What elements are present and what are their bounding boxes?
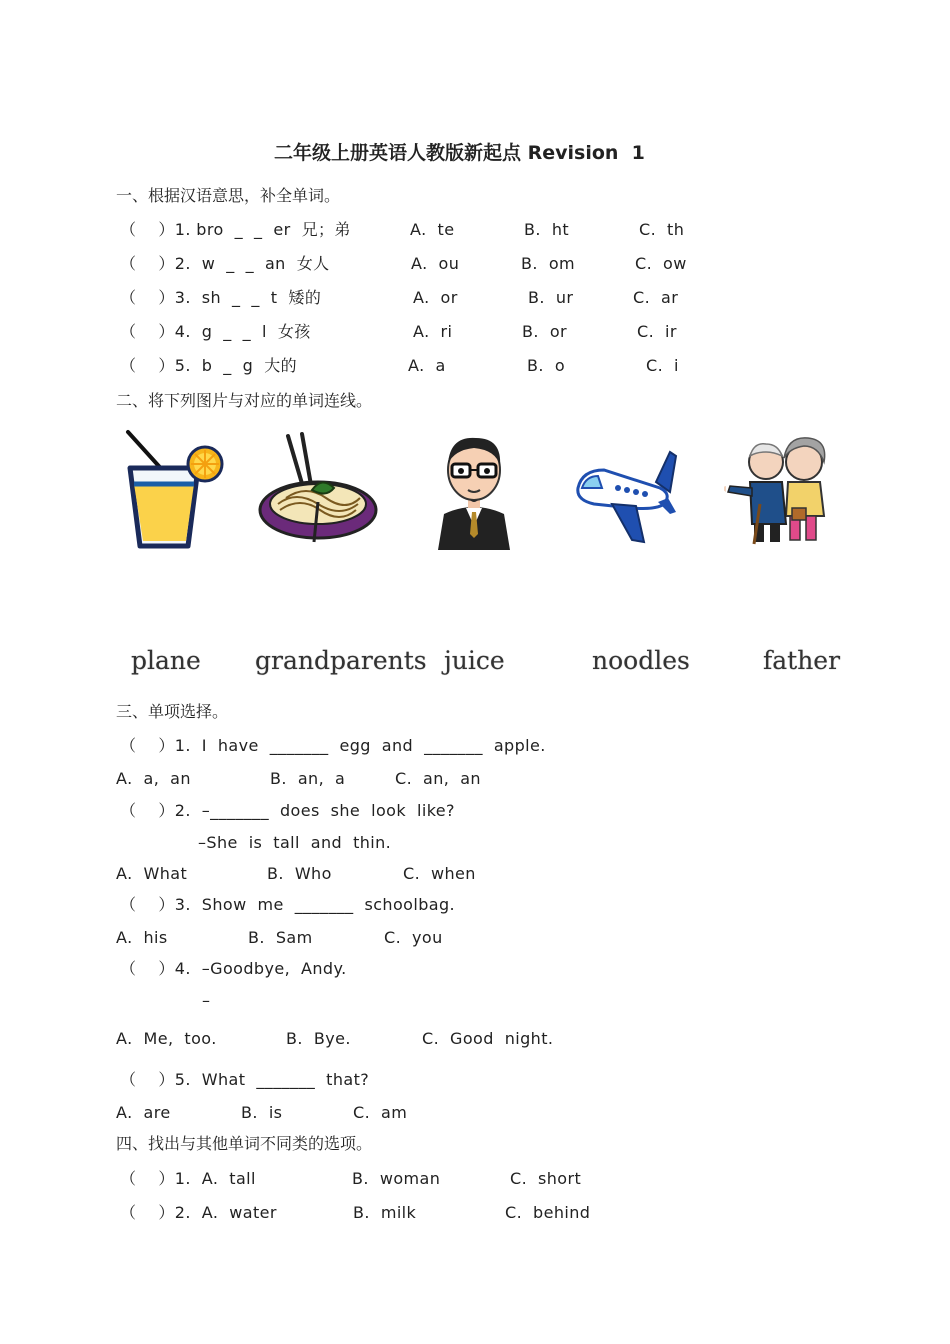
- juice-glass-picture: [118, 428, 226, 552]
- option-a: A. are: [116, 1103, 171, 1122]
- option-b: B. o: [527, 356, 566, 375]
- option-b: B. milk: [353, 1203, 417, 1222]
- option-b: B. Bye.: [286, 1029, 351, 1048]
- option-c: C. short: [510, 1169, 582, 1188]
- section-1-heading: 一、根据汉语意思，补全单词。: [116, 186, 341, 205]
- option-c: C. an, an: [395, 769, 481, 788]
- option-a: A. or: [413, 288, 458, 307]
- question-text: （ ）1. bro _ _ er 兄；弟: [120, 220, 351, 239]
- match-word: noodles: [592, 646, 690, 675]
- match-word: grandparents: [255, 646, 427, 675]
- option-b: B. om: [521, 254, 576, 273]
- answer-line: –: [202, 991, 211, 1010]
- match-word: plane: [131, 646, 201, 675]
- option-a: A. te: [410, 220, 455, 239]
- question-text: （ ）2. w _ _ an 女人: [120, 254, 330, 273]
- option-a: A. Me, too.: [116, 1029, 217, 1048]
- option-c: C. behind: [505, 1203, 591, 1222]
- section-2-heading: 二、将下列图片与对应的单词连线。: [116, 391, 373, 410]
- airplane-picture: [572, 448, 684, 548]
- question-text: （ ）5. b _ g 大的: [120, 356, 298, 375]
- match-word: father: [763, 646, 841, 675]
- question-text: （ ）2. A. water: [120, 1203, 277, 1222]
- grandparents-picture: [724, 432, 832, 548]
- option-b: B. Who: [267, 864, 332, 883]
- option-c: C. ir: [637, 322, 677, 341]
- section-4-heading: 四、找出与其他单词不同类的选项。: [116, 1134, 373, 1153]
- section-3-heading: 三、单项选择。: [116, 702, 229, 721]
- question-text: （ ）4. –Goodbye, Andy.: [120, 959, 347, 978]
- father-picture: [430, 430, 518, 550]
- noodles-bowl-picture: [256, 432, 380, 548]
- option-b: B. ur: [528, 288, 574, 307]
- option-c: C. ow: [635, 254, 687, 273]
- question-text: （ ）3. sh _ _ t 矮的: [120, 288, 322, 307]
- match-word: juice: [444, 646, 505, 675]
- option-b: B. woman: [352, 1169, 441, 1188]
- option-b: B. Sam: [248, 928, 313, 947]
- option-a: A. his: [116, 928, 168, 947]
- option-b: B. an, a: [270, 769, 346, 788]
- question-text: （ ）1. A. tall: [120, 1169, 256, 1188]
- page-title: 二年级上册英语人教版新起点 Revision 1: [274, 142, 645, 164]
- option-c: C. am: [353, 1103, 408, 1122]
- question-text: （ ）5. What _______ that?: [120, 1070, 370, 1089]
- question-text: （ ）2. –_______ does she look like?: [120, 801, 455, 820]
- option-b: B. ht: [524, 220, 570, 239]
- option-c: C. you: [384, 928, 443, 947]
- question-text: （ ）3. Show me _______ schoolbag.: [120, 895, 455, 914]
- option-b: B. or: [522, 322, 568, 341]
- question-text: （ ）1. I have _______ egg and _______ apple.: [120, 736, 546, 755]
- answer-line: –She is tall and thin.: [198, 833, 392, 852]
- option-c: C. th: [639, 220, 685, 239]
- option-a: A. ri: [413, 322, 453, 341]
- option-a: A. a: [408, 356, 446, 375]
- question-text: （ ）4. g _ _ l 女孩: [120, 322, 311, 341]
- option-a: A. a, an: [116, 769, 191, 788]
- option-c: C. Good night.: [422, 1029, 554, 1048]
- option-c: C. when: [403, 864, 476, 883]
- option-b: B. is: [241, 1103, 283, 1122]
- option-a: A. What: [116, 864, 188, 883]
- option-c: C. i: [646, 356, 679, 375]
- option-a: A. ou: [411, 254, 460, 273]
- option-c: C. ar: [633, 288, 679, 307]
